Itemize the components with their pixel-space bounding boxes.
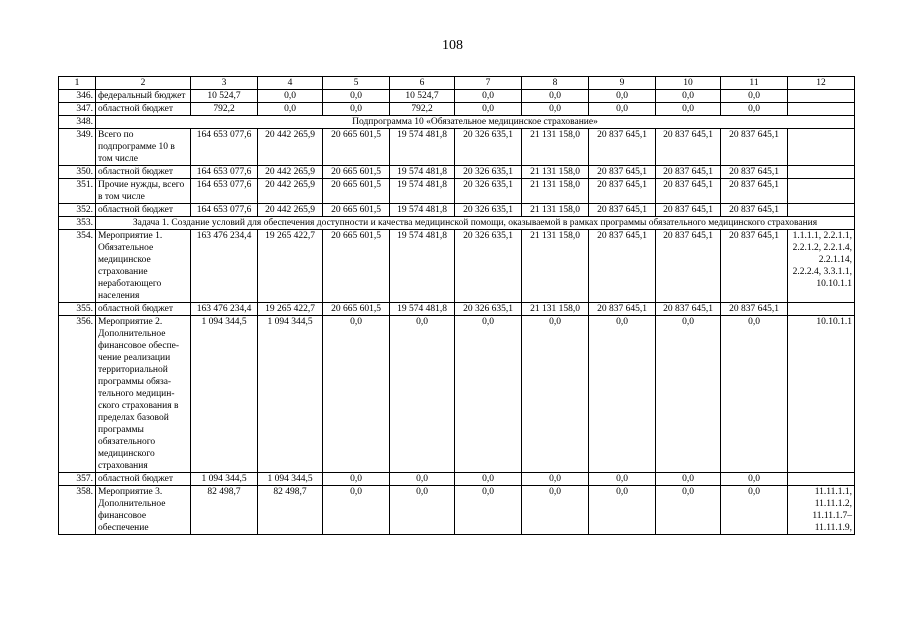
value-cell: 10 524,7: [390, 90, 455, 103]
column-header: 8: [522, 77, 589, 90]
row-number: 358.: [59, 486, 96, 535]
table-row: [59, 166, 855, 179]
value-cell: 20 665 601,5: [323, 166, 390, 179]
page-number: 108: [442, 38, 463, 53]
row-number: 350.: [59, 166, 96, 179]
value-cell: 20 837 645,1: [589, 179, 656, 204]
row-number: 352.: [59, 204, 96, 217]
value-cell: 0,0: [721, 90, 788, 103]
row-label: областной бюджет: [96, 204, 191, 217]
value-cell: 0,0: [589, 473, 656, 486]
value-cell: 1 094 344,5: [258, 316, 323, 473]
value-cell: 20 837 645,1: [656, 204, 721, 217]
row-label: Прочие нужды, всего в том числе: [96, 179, 191, 204]
value-cell: 163 476 234,4: [191, 303, 258, 316]
value-cell: 19 574 481,8: [390, 179, 455, 204]
column-header: 6: [390, 77, 455, 90]
table-row: [59, 90, 855, 103]
value-cell: 21 131 158,0: [522, 230, 589, 303]
value-cell: 20 326 635,1: [455, 230, 522, 303]
value-cell: 0,0: [455, 103, 522, 116]
table-row: [59, 316, 855, 473]
value-cell: 20 326 635,1: [455, 129, 522, 166]
table-row: [59, 473, 855, 486]
indicator-codes: 1.1.1.1, 2.2.1.1, 2.2.1.2, 2.2.1.4, 2.2.1.14, 2.2.2.4, 3.3.1.1, 10.10.1.1: [788, 230, 855, 303]
indicator-codes: [788, 179, 855, 204]
indicator-codes: [788, 129, 855, 166]
value-cell: 0,0: [455, 316, 522, 473]
value-cell: 0,0: [522, 90, 589, 103]
indicator-codes: 10.10.1.1: [788, 316, 855, 473]
column-header: 3: [191, 77, 258, 90]
value-cell: 1 094 344,5: [191, 473, 258, 486]
value-cell: 19 574 481,8: [390, 303, 455, 316]
table-row: [59, 217, 855, 230]
value-cell: 0,0: [589, 90, 656, 103]
row-number: 357.: [59, 473, 96, 486]
budget-table: [58, 76, 855, 535]
value-cell: 20 665 601,5: [323, 129, 390, 166]
indicator-codes: [788, 103, 855, 116]
value-cell: 0,0: [522, 316, 589, 473]
value-cell: 0,0: [390, 473, 455, 486]
value-cell: 0,0: [656, 473, 721, 486]
table-row: [59, 179, 855, 204]
value-cell: 0,0: [522, 103, 589, 116]
value-cell: 0,0: [656, 316, 721, 473]
value-cell: 20 837 645,1: [656, 179, 721, 204]
value-cell: 164 653 077,6: [191, 204, 258, 217]
table-row: [59, 486, 855, 535]
value-cell: 0,0: [323, 103, 390, 116]
value-cell: 0,0: [589, 103, 656, 116]
value-cell: 0,0: [390, 316, 455, 473]
value-cell: 20 837 645,1: [589, 303, 656, 316]
indicator-codes: [788, 166, 855, 179]
value-cell: 19 574 481,8: [390, 166, 455, 179]
value-cell: 0,0: [258, 90, 323, 103]
column-header: 1: [59, 77, 96, 90]
row-number: 351.: [59, 179, 96, 204]
value-cell: 20 837 645,1: [721, 166, 788, 179]
value-cell: 164 653 077,6: [191, 179, 258, 204]
value-cell: 20 837 645,1: [721, 179, 788, 204]
table-row: [59, 204, 855, 217]
column-header: 12: [788, 77, 855, 90]
value-cell: 0,0: [721, 473, 788, 486]
value-cell: 0,0: [721, 316, 788, 473]
value-cell: 20 442 265,9: [258, 204, 323, 217]
value-cell: 19 574 481,8: [390, 204, 455, 217]
column-header: 11: [721, 77, 788, 90]
table-row: [59, 116, 855, 129]
value-cell: 0,0: [656, 90, 721, 103]
value-cell: 792,2: [191, 103, 258, 116]
column-header: 7: [455, 77, 522, 90]
indicator-codes: [788, 473, 855, 486]
value-cell: 164 653 077,6: [191, 166, 258, 179]
value-cell: 0,0: [589, 486, 656, 535]
value-cell: 20 837 645,1: [721, 230, 788, 303]
value-cell: 20 326 635,1: [455, 204, 522, 217]
value-cell: 21 131 158,0: [522, 303, 589, 316]
value-cell: 21 131 158,0: [522, 204, 589, 217]
value-cell: 20 837 645,1: [721, 204, 788, 217]
value-cell: 19 574 481,8: [390, 230, 455, 303]
indicator-codes: [788, 204, 855, 217]
value-cell: 0,0: [656, 103, 721, 116]
value-cell: 0,0: [390, 486, 455, 535]
row-number: 355.: [59, 303, 96, 316]
value-cell: 1 094 344,5: [191, 316, 258, 473]
value-cell: 20 326 635,1: [455, 166, 522, 179]
value-cell: 82 498,7: [258, 486, 323, 535]
value-cell: 0,0: [323, 486, 390, 535]
value-cell: 20 665 601,5: [323, 230, 390, 303]
row-number: 354.: [59, 230, 96, 303]
row-number: 346.: [59, 90, 96, 103]
row-number: 349.: [59, 129, 96, 166]
value-cell: 0,0: [721, 486, 788, 535]
indicator-codes: [788, 90, 855, 103]
indicator-codes: 11.11.1.1, 11.11.1.2, 11.11.1.7– 11.11.1.9,: [788, 486, 855, 535]
column-header: 10: [656, 77, 721, 90]
value-cell: 20 442 265,9: [258, 166, 323, 179]
value-cell: 20 837 645,1: [589, 129, 656, 166]
value-cell: 0,0: [258, 103, 323, 116]
value-cell: 0,0: [455, 486, 522, 535]
row-label: Мероприятие 1. Обязательное медицинское страхование неработающего населения: [96, 230, 191, 303]
row-number: 353.: [59, 217, 96, 230]
row-label: Мероприятие 3. Дополнительное финансовое обеспечение: [96, 486, 191, 535]
row-number: 347.: [59, 103, 96, 116]
value-cell: 20 442 265,9: [258, 179, 323, 204]
value-cell: 0,0: [455, 90, 522, 103]
section-title: Задача 1. Создание условий для обеспечения доступности и качества медицинской помощи, оказываемой в рамках программы обязательного медицинского страхования: [96, 217, 855, 230]
value-cell: 21 131 158,0: [522, 179, 589, 204]
value-cell: 82 498,7: [191, 486, 258, 535]
row-label: областной бюджет: [96, 473, 191, 486]
section-title: Подпрограмма 10 «Обязательное медицинское страхование»: [96, 116, 855, 129]
indicator-codes: [788, 303, 855, 316]
value-cell: 20 837 645,1: [589, 230, 656, 303]
value-cell: 0,0: [656, 486, 721, 535]
row-number: 348.: [59, 116, 96, 129]
value-cell: 0,0: [323, 316, 390, 473]
value-cell: 20 837 645,1: [656, 166, 721, 179]
row-label: Всего по подпрограмме 10 в том числе: [96, 129, 191, 166]
value-cell: 21 131 158,0: [522, 129, 589, 166]
value-cell: 10 524,7: [191, 90, 258, 103]
column-header: 4: [258, 77, 323, 90]
value-cell: 20 837 645,1: [656, 303, 721, 316]
value-cell: 20 837 645,1: [589, 166, 656, 179]
value-cell: 20 326 635,1: [455, 303, 522, 316]
value-cell: 164 653 077,6: [191, 129, 258, 166]
value-cell: 20 326 635,1: [455, 179, 522, 204]
value-cell: 0,0: [589, 316, 656, 473]
value-cell: 0,0: [323, 90, 390, 103]
column-header: 5: [323, 77, 390, 90]
value-cell: 19 265 422,7: [258, 303, 323, 316]
table-row: [59, 303, 855, 316]
row-label: областной бюджет: [96, 166, 191, 179]
value-cell: 20 442 265,9: [258, 129, 323, 166]
value-cell: 1 094 344,5: [258, 473, 323, 486]
value-cell: 20 837 645,1: [589, 204, 656, 217]
value-cell: 0,0: [522, 486, 589, 535]
value-cell: 0,0: [455, 473, 522, 486]
value-cell: 20 665 601,5: [323, 179, 390, 204]
table-row: [59, 129, 855, 166]
value-cell: 20 837 645,1: [721, 303, 788, 316]
value-cell: 20 837 645,1: [656, 129, 721, 166]
row-label: Мероприятие 2. Дополнительное финансовое обеспе-чение реализации территориальной программы обяза-тельного медицин-ского страхования в пределах базовой программы обязательного медицинского страхования: [96, 316, 191, 473]
value-cell: 163 476 234,4: [191, 230, 258, 303]
column-header: 2: [96, 77, 191, 90]
table-row: [59, 103, 855, 116]
row-label: областной бюджет: [96, 103, 191, 116]
value-cell: 0,0: [323, 473, 390, 486]
value-cell: 0,0: [721, 103, 788, 116]
value-cell: 792,2: [390, 103, 455, 116]
value-cell: 20 837 645,1: [721, 129, 788, 166]
table-row: [59, 230, 855, 303]
value-cell: 21 131 158,0: [522, 166, 589, 179]
row-number: 356.: [59, 316, 96, 473]
column-header: 9: [589, 77, 656, 90]
table-header-row: [59, 77, 855, 90]
value-cell: 20 837 645,1: [656, 230, 721, 303]
value-cell: 0,0: [522, 473, 589, 486]
value-cell: 20 665 601,5: [323, 204, 390, 217]
row-label: областной бюджет: [96, 303, 191, 316]
row-label: федеральный бюджет: [96, 90, 191, 103]
value-cell: 20 665 601,5: [323, 303, 390, 316]
value-cell: 19 574 481,8: [390, 129, 455, 166]
value-cell: 19 265 422,7: [258, 230, 323, 303]
